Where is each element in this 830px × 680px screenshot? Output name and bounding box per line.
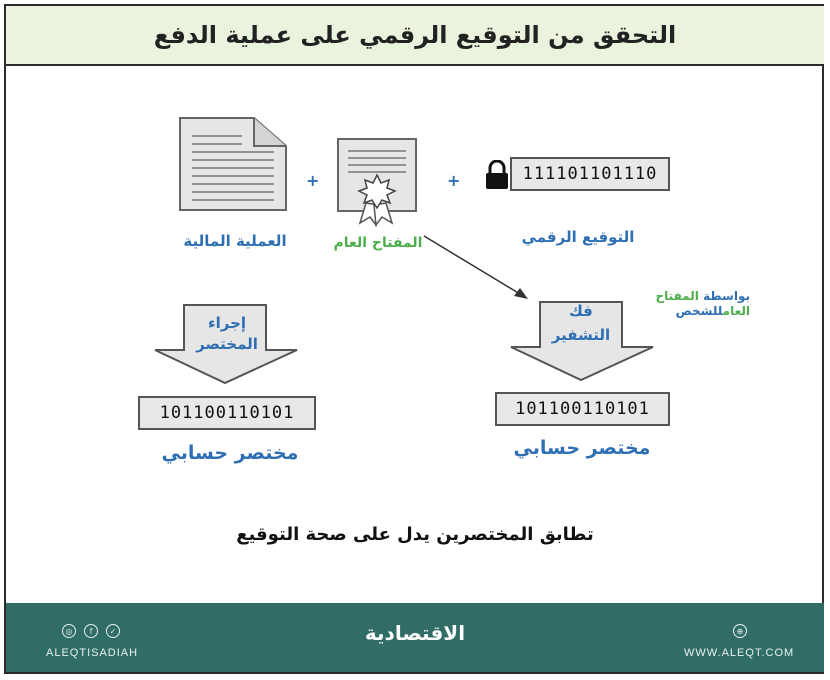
left-hash-caption: مختصر حسابي: [161, 442, 299, 464]
side-note-part1: بواسطة: [703, 289, 750, 303]
signature-bits-box: 111101101110: [510, 157, 670, 191]
conclusion-text: تطابق المختصرين يدل على صحة التوقيع: [236, 524, 594, 545]
left-hash-bits-box: 101100110101: [138, 396, 316, 430]
left-arrow-text-1: إجراء: [207, 314, 247, 332]
footer-bar: [6, 603, 824, 672]
certificate-icon: [336, 137, 420, 227]
public-key-label: المفتاح العام: [333, 235, 423, 251]
footer-logo: الاقتصادية: [364, 621, 466, 645]
document-icon: [178, 116, 290, 212]
footer-url[interactable]: WWW.ALEQT.COM: [684, 647, 795, 659]
footer-handle: ALEQTISADIAH: [46, 647, 139, 659]
side-note: [650, 289, 750, 319]
financial-transaction-label: العملية المالية: [183, 232, 287, 250]
instagram-icon[interactable]: ◎: [62, 624, 76, 638]
right-arrow-text-2: التشفير: [551, 326, 611, 344]
globe-icon[interactable]: ⊕: [733, 624, 747, 638]
right-hash-caption: مختصر حسابي: [513, 437, 651, 459]
side-note-part3: العام: [722, 304, 750, 318]
facebook-icon[interactable]: f: [84, 624, 98, 638]
twitter-icon[interactable]: ✓: [106, 624, 120, 638]
left-arrow-text-2: المختصر: [196, 335, 258, 353]
title-bar: [6, 6, 824, 66]
plus-sign-1: +: [306, 171, 320, 190]
right-hash-bits-box: 101100110101: [495, 392, 670, 426]
lock-icon: [484, 160, 510, 190]
digital-signature-label: التوقيع الرقمي: [521, 228, 635, 246]
plus-sign-2: +: [447, 171, 461, 190]
side-note-part4: للشخص: [675, 304, 723, 318]
infographic-frame: [4, 4, 824, 674]
page-title: التحقق من التوقيع الرقمي على عملية الدفع: [153, 21, 677, 49]
side-note-part2: المفتاح: [655, 289, 699, 303]
right-arrow-text-1: فك: [569, 302, 593, 320]
